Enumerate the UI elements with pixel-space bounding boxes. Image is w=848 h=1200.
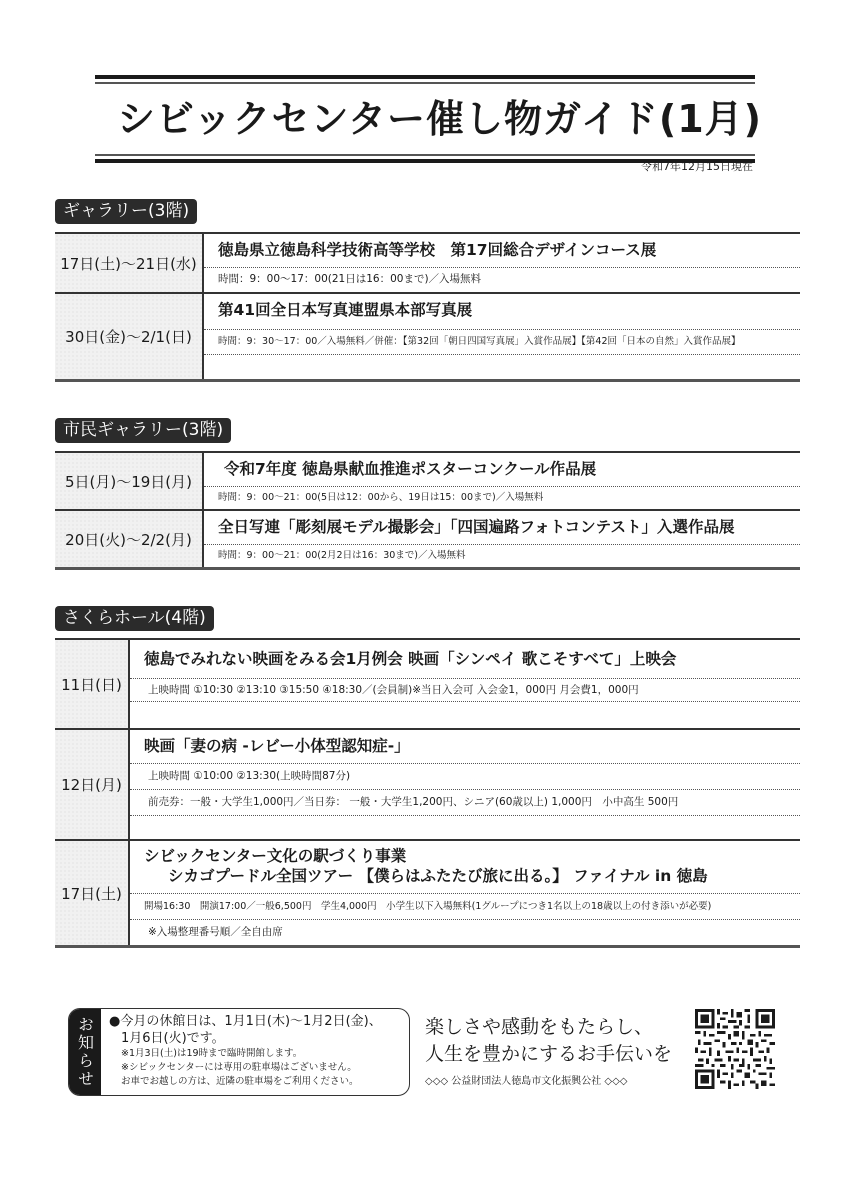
organization-name: ◇◇◇ 公益財団法人徳島市文化振興公社 ◇◇◇ <box>425 1076 628 1087</box>
event-detail: 開場16:30 開演17:00／一般6,500円 学生4,000円 小学生以下入場無料(1グループにつき1名以上の18歳以上の付き添いが必要) <box>130 893 800 919</box>
event-date: 20日(火)～2/2(月) <box>55 510 203 569</box>
table-row <box>55 510 800 569</box>
event-date: 5日(月)～19日(月) <box>55 452 203 510</box>
civic-gallery-table <box>55 451 800 570</box>
event-cell <box>129 729 800 840</box>
table-row <box>55 452 800 510</box>
table-row <box>55 293 800 380</box>
event-title: 第41回全日本写真連盟県本部写真展 <box>218 301 473 320</box>
event-cell <box>203 452 800 510</box>
event-detail: 上映時間 ①10:00 ②13:30(上映時間87分) <box>130 763 800 789</box>
notice-body <box>101 1009 388 1095</box>
event-title: 徳島県立徳島科学技術高等学校 第17回総合デザインコース展 <box>218 241 657 259</box>
table-row <box>55 840 800 947</box>
qr-code-icon[interactable] <box>694 1009 776 1089</box>
event-detail: 前売券：一般・大学生1,000円／当日券： 一般・大学生1,200円、シニア(60歳以上) 1,000円 小中高生 500円 <box>130 789 800 815</box>
sakura-hall-table <box>55 638 800 948</box>
notice-sub-line: お車でお越しの方は、近隣の駐車場をご利用ください。 <box>121 1076 359 1087</box>
title-rule-top <box>95 75 755 79</box>
as-of-date: 令和7年12月15日現在 <box>641 160 753 173</box>
title-rule-bottom-thin <box>95 154 755 156</box>
event-cell <box>203 293 800 380</box>
event-cell <box>203 233 800 293</box>
event-detail: ※入場整理番号順／全自由席 <box>130 919 800 945</box>
table-row <box>55 729 800 840</box>
event-date: 17日(土) <box>55 840 129 947</box>
blank-line <box>130 815 800 839</box>
event-title: 徳島でみれない映画をみる会1月例会 映画「シンペイ 歌こそすべて」上映会 <box>144 649 677 668</box>
notice-box <box>68 1008 410 1096</box>
event-title: 令和7年度 徳島県献血推進ポスターコンクール作品展 <box>224 460 597 478</box>
blank-line <box>130 701 800 728</box>
event-title: 全日写連「彫刻展モデル撮影会」「四国遍路フォトコンテスト」入選作品展 <box>218 518 735 536</box>
event-title: 映画「妻の病 -レビー小体型認知症-」 <box>144 737 410 755</box>
table-row <box>55 233 800 293</box>
event-detail: 時間：9：30～17：00／入場無料／併催：【第32回「朝日四国写真展」入賞作品展】【第42回「日本の自然」入賞作品展】 <box>204 329 800 354</box>
table-row <box>55 639 800 729</box>
event-title: シビックセンター文化の駅づくり事業 <box>144 847 407 865</box>
event-title-line2: シカゴプードル全国ツアー 【僕らはふたたび旅に出る。】 ファイナル in 徳島 <box>168 867 708 885</box>
slogan-line: 楽しさや感動をもたらし、 <box>425 1016 654 1038</box>
section-label-sakura-hall: さくらホール(4階) <box>55 606 214 631</box>
section-label-civic-gallery: 市民ギャラリー(3階) <box>55 418 231 443</box>
event-detail: 時間：9：00～21：00(2月2日は16：30まで)／入場無料 <box>204 544 800 567</box>
blank-line <box>204 354 800 378</box>
event-cell <box>129 840 800 947</box>
event-detail: 時間：9：00～17：00(21日は16：00まで)／入場無料 <box>204 267 800 290</box>
notice-label: お知らせ <box>69 1009 101 1095</box>
notice-main-line: 1月6日(火)です。 <box>121 1031 225 1046</box>
event-detail: 時間：9：00～21：00(5日は12：00から、19日は15：00まで)／入場無料 <box>204 486 800 509</box>
notice-sub-line: ※1月3日(土)は19時まで臨時開館します。 <box>121 1048 303 1059</box>
event-date: 30日(金)～2/1(日) <box>55 293 203 380</box>
event-detail: 上映時間 ①10:30 ②13:10 ③15:50 ④18:30／(会員制)※当日入会可 入会金1，000円 月会費1，000円 <box>130 678 800 701</box>
gallery-table <box>55 232 800 382</box>
event-cell <box>129 639 800 729</box>
slogan-line: 人生を豊かにするお手伝いを <box>425 1043 673 1065</box>
title-block <box>95 75 762 163</box>
slogan <box>425 1014 672 1087</box>
event-date: 11日(日) <box>55 639 129 729</box>
page-title: シビックセンター催し物ガイド(1月) <box>117 97 762 141</box>
section-label-gallery: ギャラリー(3階) <box>55 199 197 224</box>
event-date: 12日(月) <box>55 729 129 840</box>
notice-sub-line: ※シビックセンターには専用の駐車場はございません。 <box>121 1062 357 1073</box>
notice-main-line: ●今月の休館日は、1月1日(木)～1月2日(金)、 <box>109 1014 382 1029</box>
event-date: 17日(土)～21日(水) <box>55 233 203 293</box>
event-cell <box>203 510 800 569</box>
